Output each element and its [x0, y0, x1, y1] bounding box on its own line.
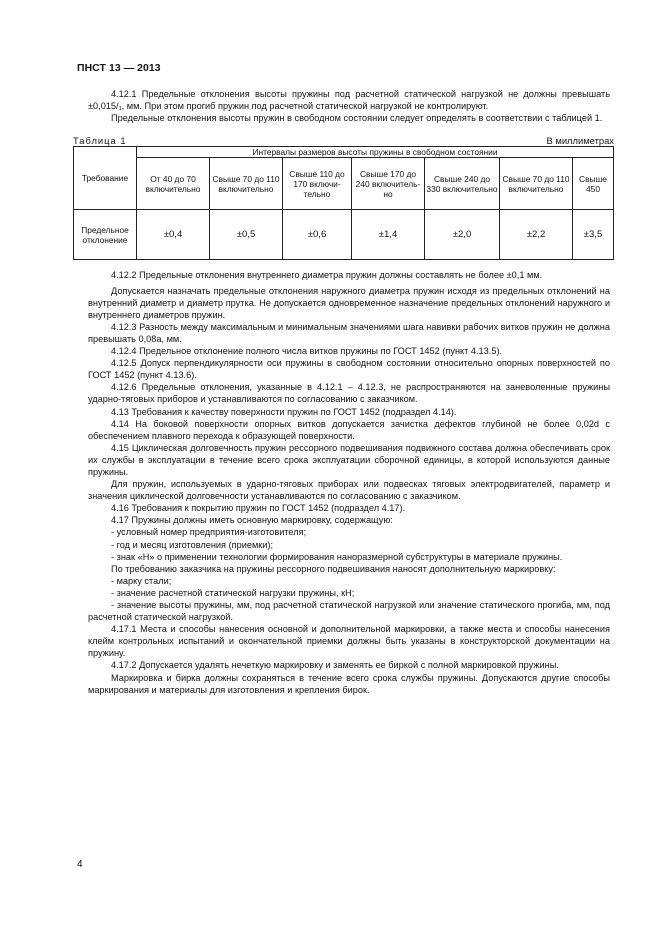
paragraph-4-15: 4.15 Циклическая долговечность пружин рессорного подвешивания подвижного состава должна обеспечивать срок их службы в эксплуатации в течение всего срока эксплуатации сборочной единицы, в которой используются данные пружины.: [88, 442, 610, 477]
list-item: - знак «Н» о применении технологии формирования наноразмерной субструктуры в материале пружины.: [111, 551, 563, 562]
paragraph-tag-retention: Маркировка и бирка должны сохраняться в течение всего срока службы пружины. Допускаются другие способы маркирования и материалы для изготовления и крепления бирок.: [88, 672, 610, 695]
value-cell: ±1,4: [352, 210, 425, 260]
paragraph-4-12-2: 4.12.2 Предельные отклонения внутреннего диаметра пружин должны составлять не более ±0,1 мм.: [111, 270, 543, 281]
paragraph-4-12-5: 4.12.5 Допуск перпендикулярности оси пружины в свободном состоянии относительно опорных поверхностей по ГОСТ 1452 (пункт 4.13.6).: [88, 358, 610, 381]
paragraph-outer-diameter: Допускается назначать предельные отклонения наружного диаметра пружин исходя из предельных отклонений на внутренний диаметр и диаметр прутка. Не допускается одновременное назначение предельных отклонений наружного и внутреннего диаметров пружин.: [88, 285, 610, 320]
group-header-cell: Интервалы размеров высоты пружины в свободном состоянии: [137, 147, 614, 158]
column-header: Свыше 170 до 240 включительно: [352, 158, 425, 210]
value-cell: ±0,5: [210, 210, 283, 260]
row-header-cell: Требование: [74, 147, 137, 210]
row-label-cell: Предельное отклонение: [74, 210, 137, 260]
column-header: Свыше 450: [573, 158, 614, 210]
paragraph-4-17-2: 4.17.2 Допускается удалять нечеткую маркировку и заменять ее биркой с полной маркировкой пружины.: [111, 660, 559, 671]
table-units: В миллиметрах: [546, 135, 614, 147]
list-item: - значение высоты пружины, мм, под расчетной статической нагрузкой или значение статического прогиба, мм, под расчетной статической нагрузкой.: [88, 600, 610, 623]
paragraph-4-12-3: 4.12.3 Разность между максимальным и минимальным значениями шага навивки рабочих витков пружин не должна превышать 0,08a, мм.: [88, 321, 610, 344]
table-caption: Таблица 1: [73, 135, 127, 147]
column-header: Свыше 70 до 110 включительно: [210, 158, 283, 210]
value-cell: ±3,5: [573, 210, 614, 260]
paragraph-4-13: 4.13 Требования к качеству поверхности пружин по ГОСТ 1452 (подраздел 4.14).: [111, 406, 457, 417]
value-cell: ±2,2: [500, 210, 573, 260]
list-item: - условный номер предприятия-изготовителя;: [111, 527, 307, 538]
value-cell: ±0,6: [283, 210, 352, 260]
list-item: - год и месяц изготовления (приемки);: [111, 539, 274, 550]
value-cell: ±2,0: [425, 210, 500, 260]
list-item: - марку стали;: [111, 575, 172, 586]
table-header-row-1: [74, 147, 614, 158]
column-header: Свыше 70 до 110 включительно: [500, 158, 573, 210]
table-caption-row: [73, 135, 614, 146]
column-header: Свыше 110 до 170 включительно: [283, 158, 352, 210]
document-body: [73, 88, 614, 696]
paragraph-traction-springs: Для пружин, используемых в ударно-тяговых приборах или подвесках тяговых электродвигателей, параметр и значения циклической долговечности устанавливаются по согласованию с заказчиком.: [88, 479, 610, 502]
column-header: Свыше 240 до 330 включительно: [425, 158, 500, 210]
table-header-row-2: [74, 158, 614, 210]
paragraph-additional-marking: По требованию заказчика на пружины рессорного подвешивания наносят дополнительную маркировку:: [111, 563, 556, 574]
table-1: [73, 135, 614, 260]
paragraph-4-12-4: 4.12.4 Предельное отклонение полного числа витков пружины по ГОСТ 1452 (пункт 4.13.5).: [111, 346, 503, 357]
paragraph-table-reference: Предельные отклонения высоты пружин в свободном состоянии следует определять в соответствии с таблицей 1.: [111, 113, 603, 124]
page-number: 4: [77, 859, 83, 870]
paragraph-4-12-6: 4.12.6 Предельные отклонения, указанные в 4.12.1 – 4.12.3, не распространяются на заневоленные пружины ударно-тяговых приборов и устанавливаются по согласованию с заказчиком.: [88, 382, 610, 405]
value-cell: ±0,4: [137, 210, 210, 260]
paragraph-4-14: 4.14 На боковой поверхности опорных витков допускается зачистка дефектов глубиной не более 0,02d с обеспечением плавного перехода к образующей поверхности.: [88, 418, 610, 441]
paragraph-4-17-1: 4.17.1 Места и способы нанесения основной и дополнительной маркировки, а также места и способы нанесения клейм контрольных испытаний и окончательной приемки должны быть указаны в конструкторской документации на пружину.: [88, 624, 610, 659]
paragraph-4-12-1: 4.12.1 Предельные отклонения высоты пружины под расчетной статической нагрузкой не должны превышать ±0,015/₁, мм. При этом прогиб пружин под расчетной статической нагрузкой не контролируют.: [88, 89, 610, 112]
column-header: От 40 до 70 включительно: [137, 158, 210, 210]
paragraph-4-17: 4.17 Пружины должны иметь основную маркировку, содержащую:: [111, 515, 393, 526]
paragraph-4-16: 4.16 Требования к покрытию пружин по ГОСТ 1452 (подраздел 4.17).: [111, 503, 406, 514]
list-item: - значение расчетной статической нагрузки пружины, кН;: [111, 587, 355, 598]
table-data-row: [74, 210, 614, 260]
document-header: ПНСТ 13 — 2013: [77, 63, 161, 74]
tolerance-table: [73, 146, 614, 260]
